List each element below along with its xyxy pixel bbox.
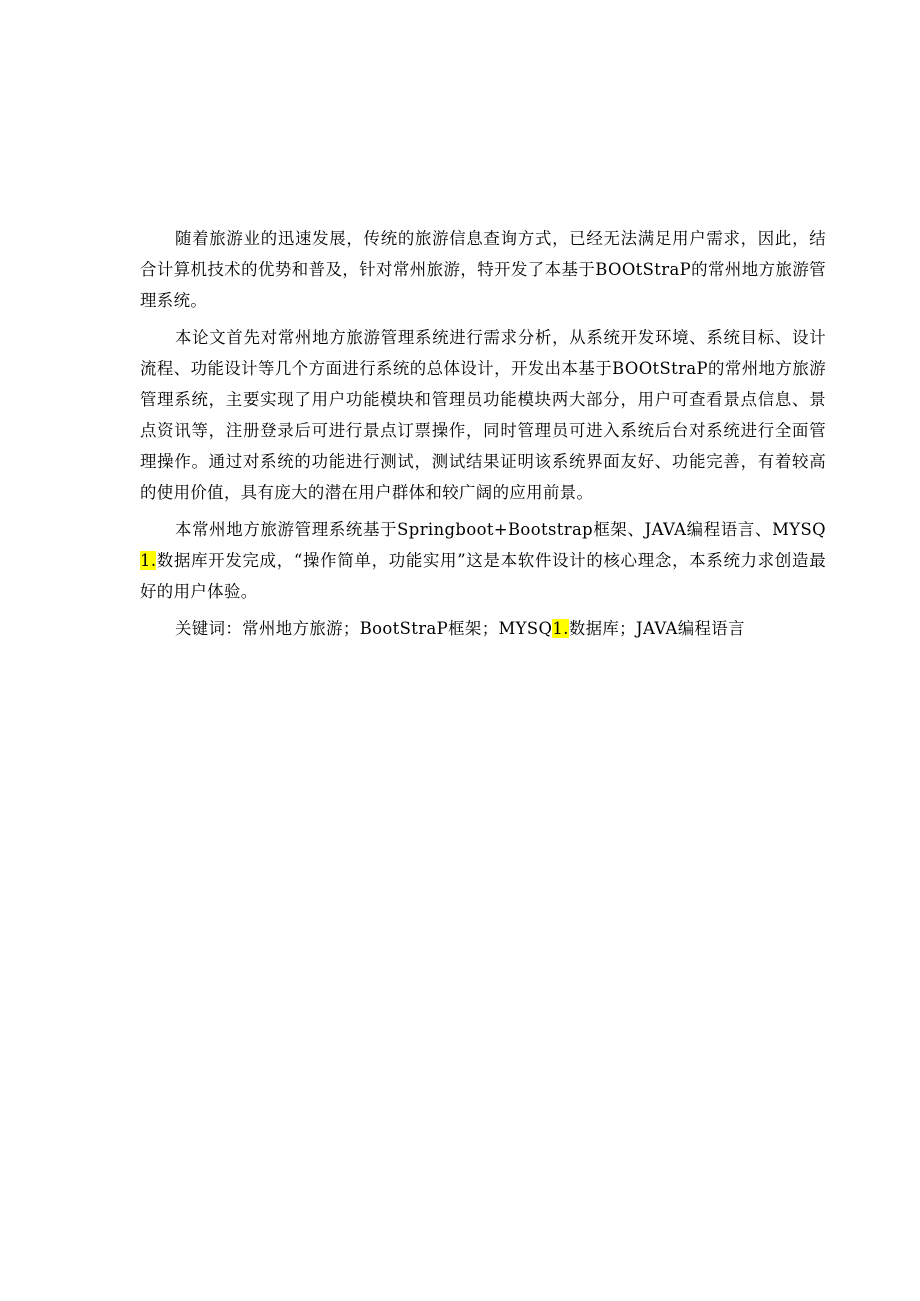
- keywords-text-after: 数据库；JAVA编程语言: [568, 619, 745, 638]
- abstract-paragraph-2: 本论文首先对常州地方旅游管理系统进行需求分析，从系统开发环境、系统目标、设计流程、功能设计等几个方面进行系统的总体设计，开发出本基于BOOtStraP的常州地方旅游管理系统，主要实现了用户功能模块和管理员功能模块两大部分，用户可查看景点信息、景点资讯等，注册登录后可进行景点订票操作，同时管理员可进入系统后台对系统进行全面管理操作。通过对系统的功能进行测试，测试结果证明该系统界面友好、功能完善，有着较高的使用价值，具有庞大的潜在用户群体和较广阔的应用前景。: [140, 328, 826, 502]
- keywords-text-before: 关键词：常州地方旅游；BootStraP框架；MYSQ: [175, 619, 553, 638]
- abstract-section: [140, 223, 826, 650]
- paragraph-3-text-before: 本常州地方旅游管理系统基于Springboot+Bootstrap框架、JAVA编程语言、MYSQ: [175, 520, 826, 539]
- paragraph-3-text-after: 数据库开发完成，“操作简单，功能实用”这是本软件设计的核心理念，本系统力求创造最好的用户体验。: [140, 551, 826, 601]
- highlighted-text: 1.: [552, 619, 569, 638]
- abstract-paragraph-1: 随着旅游业的迅速发展，传统的旅游信息查询方式，已经无法满足用户需求，因此，结合计算机技术的优势和普及，针对常州旅游，特开发了本基于BOOtStraP的常州地方旅游管理系统。: [140, 229, 826, 310]
- abstract-paragraph-3: [140, 514, 826, 607]
- keywords-line: [140, 613, 826, 644]
- highlighted-text: 1.: [140, 551, 157, 570]
